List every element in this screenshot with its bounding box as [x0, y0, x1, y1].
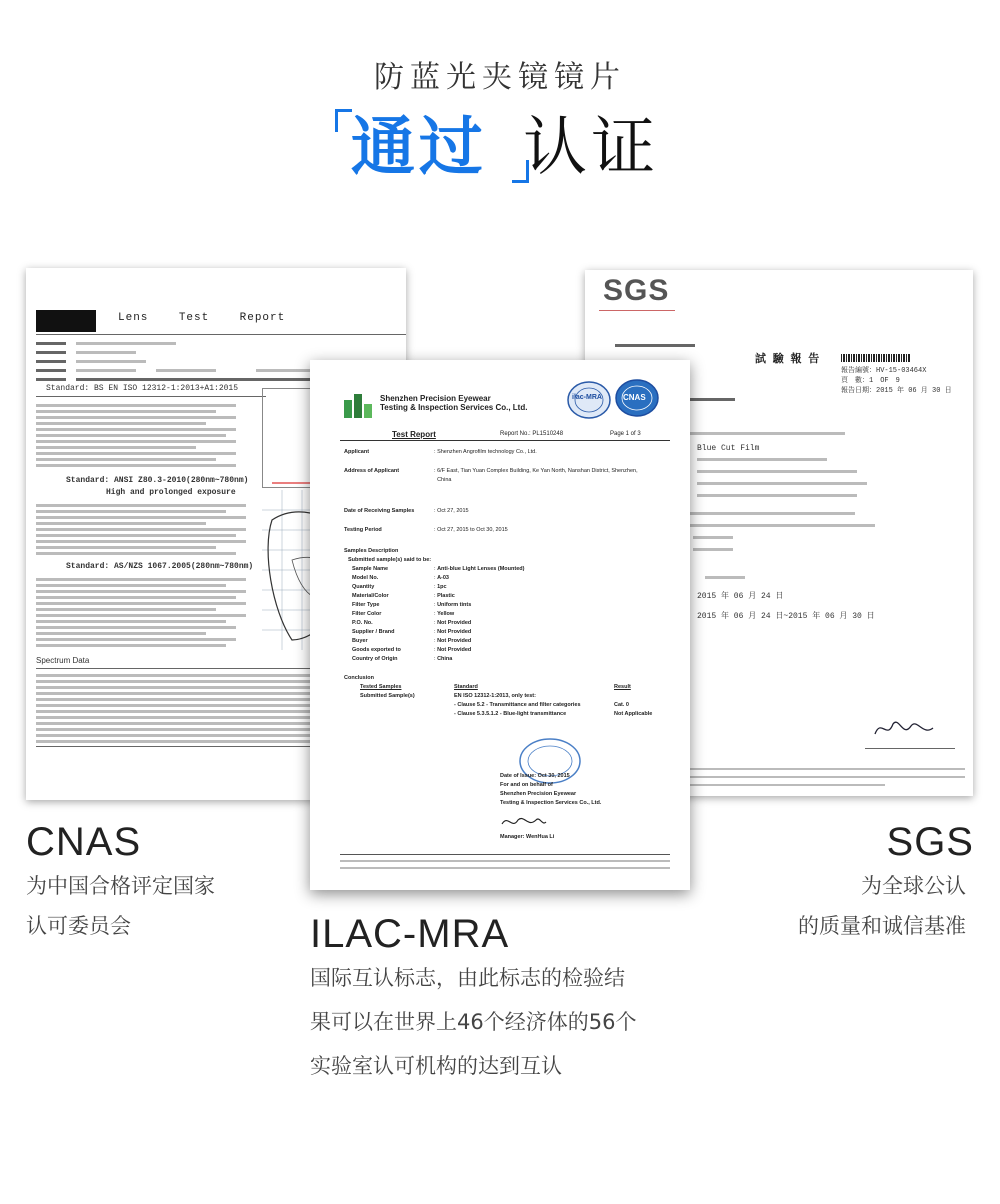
sgs-report-title: 試 驗 報 告: [755, 353, 822, 365]
cnas-standard-4: Standard: AS/NZS 1067.2005(280nm~780nm): [66, 562, 254, 571]
sample-field-label: Filter Color: [352, 611, 382, 617]
title-highlight-text: 通过: [350, 111, 487, 185]
sample-field-value: A-03: [437, 575, 449, 581]
sample-field-value: Uniform tints: [437, 602, 472, 608]
ilac-manager: Manager: WenHua Li: [500, 834, 555, 840]
ilac-report-document: [310, 360, 690, 890]
ilac-badge-text: ilac-MRA: [572, 394, 602, 401]
sample-field-label: Model No.: [352, 575, 379, 581]
ilac-report-no: Report No.: PL1510248: [500, 431, 564, 437]
sgs-report-document: SGS 試 驗 報 告 報告編號：HV-15-03464X 頁 數：1 OF 9 報告日期：2015 年 06 月 30 日 Blue Cut Film 2015 年 06 月 24 日 2015 年 06 月 24 日~2015 年 06 月 30 日: [585, 270, 973, 796]
ilac-caption-line1: 国际互认标志，由此标志的检验结: [310, 966, 625, 990]
sgs-date: 2015 年 06 月 30 日: [876, 387, 952, 395]
building-logo-icon: [342, 390, 374, 420]
sample-field-row: Sample Name : Anti-blue Light Lenses (Mounted): [352, 566, 525, 572]
barcode-icon: [841, 354, 911, 362]
title-highlight: [341, 111, 523, 185]
sgs-test-period: 2015 年 06 月 24 日~2015 年 06 月 30 日: [697, 612, 875, 621]
redacted-logo: [36, 310, 96, 332]
ilac-caption-line3: 实验室认可机构的达到互认: [310, 1054, 562, 1078]
sample-field-value: Yellow: [437, 611, 455, 617]
sgs-report-no: HV-15-03464X: [876, 367, 927, 375]
sample-field-label: Filter Type: [352, 602, 380, 608]
sample-field-label: Supplier / Brand: [352, 629, 395, 635]
sample-field-value: Not Provided: [437, 647, 472, 653]
sample-field-row: Country of Origin : China: [352, 656, 453, 662]
sample-field-value: Not Provided: [437, 629, 472, 635]
cnas-standard-1: Standard: BS EN ISO 12312-1:2013+A1:2015: [46, 384, 239, 393]
sample-field-value: Not Provided: [437, 638, 472, 644]
sample-field-row: Filter Color : Yellow: [352, 611, 455, 617]
cnas-caption-line1: 为中国合格评定国家: [26, 874, 215, 898]
sample-field-label: Goods exported to: [352, 647, 401, 653]
sample-field-label: Sample Name: [352, 566, 389, 572]
sample-field-row: Quantity : 1pc: [352, 584, 447, 590]
manager-signature-icon: [498, 812, 548, 832]
sample-field-label: Buyer: [352, 638, 368, 644]
sample-field-row: Filter Type : Uniform tints: [352, 602, 472, 608]
sample-field-label: Country of Origin: [352, 656, 398, 662]
sample-field-value: China: [437, 656, 453, 662]
sgs-product: Blue Cut Film: [697, 444, 760, 453]
cnas-badge-text: CNAS: [623, 393, 646, 402]
cnas-standard-2: Standard: ANSI Z80.3-2010(280nm~780nm): [66, 476, 249, 485]
report-heading: Lens Test Report: [118, 312, 286, 324]
sample-field-value: Plastic: [437, 593, 455, 599]
bracket-right-icon: [512, 160, 529, 183]
sample-field-label: Quantity: [352, 584, 375, 590]
sgs-caption-line2: 的质量和诚信基准: [798, 914, 966, 938]
ilac-company-name: Shenzhen Precision Eyewear Testing & Inspection Services Co., Ltd.: [380, 394, 528, 412]
sgs-caption-line1: 为全球公认: [861, 874, 966, 898]
ilac-caption-line2: 果可以在世界上46个经济体的56个: [310, 1010, 637, 1034]
cnas-spectrum-title: Spectrum Data: [36, 656, 90, 665]
sgs-logo: SGS: [603, 274, 670, 307]
page-subtitle: 防蓝光夹镜镜片: [374, 60, 626, 95]
ilac-caption-title: ILAC-MRA: [310, 912, 510, 956]
sample-field-label: Material/Color: [352, 593, 389, 599]
cnas-caption-title: CNAS: [26, 820, 142, 864]
page-title: [0, 96, 1000, 188]
title-rest: 认证: [523, 111, 660, 185]
sample-field-row: Material/Color : Plastic: [352, 593, 455, 599]
ilac-body: Applicant : Shenzhen Angrofilm technology Co., Ltd. Address of Applicant : 6/F East, Tian Yuan Complex Building, Ke Yan North, Nanshan District, Shenzhen, China Date of Receiving Samples : Oct 27, 2015 Testing Period : Oct 27, 2015 to Oct 30, 2015 Samples Description Submitted sample(s) said to be: Sample Name : Anti-blue Light Lenses (Mounted) Model No. : A-03 Quantity : 1pc Material/Color : Plastic Filter Type : Uniform tints Filter Color : Yellow P.O. No. : Not Provided Supplier / Brand : Not Provided Buyer : Not Provided Goods exported to : Not Provided Country of Origin : China Conclusion Tested Samples Standard Result Submitted Sample(s) EN ISO 12312-1:2013, only test: - Clause 5.2 - Transmittance and filter categories Cat. 0 - Clause 5.3.5.1.2 - Blue-light transmittance Not Applicable: [344, 448, 674, 719]
signature-icon: [871, 714, 941, 744]
sample-field-row: Goods exported to : Not Provided: [352, 647, 472, 653]
ilac-sample-fields: [344, 565, 674, 664]
ilac-page: Page 1 of 3: [610, 431, 641, 437]
sample-field-label: P.O. No.: [352, 620, 373, 626]
sgs-date-received: 2015 年 06 月 24 日: [697, 592, 784, 601]
sample-field-row: Model No. : A-03: [352, 575, 449, 581]
cnas-standard-3: High and prolonged exposure: [106, 488, 236, 497]
sample-field-value: Anti-blue Light Lenses (Mounted): [437, 566, 525, 572]
ilac-signature-block: Date of Issue: Oct 30, 2015 For and on behalf of Shenzhen Precision Eyewear Testing & Inspection Services Co., Ltd.: [500, 773, 602, 806]
cnas-caption-line2: 认可委员会: [26, 914, 131, 938]
sample-field-row: Buyer : Not Provided: [352, 638, 472, 644]
ilac-test-report-title: Test Report: [392, 430, 436, 439]
bracket-left-icon: [335, 109, 352, 132]
sample-field-value: 1pc: [437, 584, 447, 590]
sample-field-row: P.O. No. : Not Provided: [352, 620, 472, 626]
sgs-caption-title: SGS: [886, 820, 974, 864]
sample-field-row: Supplier / Brand : Not Provided: [352, 629, 472, 635]
sample-field-value: Not Provided: [437, 620, 472, 626]
